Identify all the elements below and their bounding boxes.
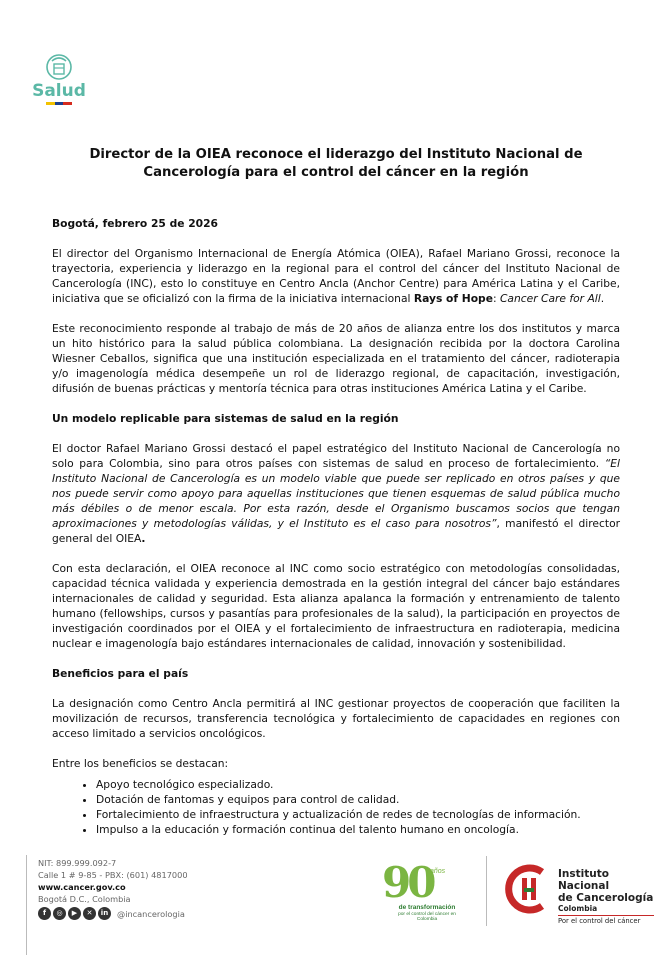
salud-logo bbox=[26, 52, 92, 124]
period: . bbox=[141, 532, 146, 545]
footer-separator bbox=[486, 856, 487, 926]
period: . bbox=[600, 292, 605, 305]
benefits-list bbox=[52, 777, 620, 837]
inc-emblem-icon bbox=[502, 862, 556, 916]
inc-line-1: Instituto Nacional bbox=[558, 868, 610, 892]
coat-of-arms-icon bbox=[44, 52, 74, 82]
paragraph-6: Entre los beneficios se destacan: bbox=[52, 757, 229, 770]
logo-text: Salud bbox=[32, 81, 86, 101]
section-heading-1: Un modelo replicable para sistemas de salud en la región bbox=[52, 412, 399, 425]
article-body bbox=[52, 216, 620, 837]
paragraph-1 bbox=[52, 246, 620, 306]
flag-bar bbox=[46, 102, 72, 105]
linkedin-icon[interactable]: in bbox=[98, 907, 111, 920]
x-icon[interactable]: ✕ bbox=[83, 907, 96, 920]
anniversary-years: años bbox=[430, 868, 446, 875]
section-heading-2: Beneficios para el país bbox=[52, 667, 189, 680]
dateline: Bogotá, febrero 25 de 2026 bbox=[52, 217, 218, 230]
facebook-icon[interactable]: f bbox=[38, 907, 51, 920]
list-item: • Apoyo tecnológico especializado. bbox=[96, 777, 620, 792]
anniversary-line-2: por el control del cáncer en Colombia bbox=[398, 912, 456, 922]
youtube-icon[interactable]: ▶ bbox=[68, 907, 81, 920]
paragraph-3 bbox=[52, 441, 620, 546]
footer-divider bbox=[26, 855, 27, 955]
paragraph-1-text: El director del Organismo Internacional de Energía Atómica (OIEA), Rafael Mariano Grossi, reconoce la trayectoria, experiencia y liderazgo en la regional para el control del cáncer del Instituto Nacional de Cancerología (INC), esto lo constituye en Centro Ancla (Anchor Centre) para América Latina y el Caribe, iniciativa que se oficializó con la firma de la iniciativa internacional bbox=[52, 247, 620, 305]
address: Calle 1 # 9-85 - PBX: (601) 4817000 bbox=[38, 870, 188, 880]
anniversary-line-1: de transformación bbox=[398, 904, 456, 911]
social-handle: @incancerologia bbox=[117, 908, 185, 919]
paragraph-4: Con esta declaración, el OIEA reconoce al INC como socio estratégico con metodologías consolidadas, capacidad técnica validada y experiencia demostrada en la gestión integral del cáncer bajo estándares internacionales de calidad y seguridad. Esta alianza apalanca la formación y entrenamiento de talento humano (fellowships, cursos y pasantías para profesionales de la salud), la participación en proyectos de investigación coordinados por el OIEA y el fortalecimiento de infraestructura en radioterapia, medicina nuclear e imagenología bajo estándares internacionales de calidad, innovación y sostenibilidad. bbox=[52, 562, 620, 650]
inc-line-3: Colombia bbox=[558, 904, 598, 913]
inc-line-2: de Cancerología bbox=[558, 892, 654, 904]
anniversary-number: 90 bbox=[382, 858, 433, 907]
cancer-care-for-all: Cancer Care for All bbox=[499, 292, 601, 305]
rays-of-hope: Rays of Hope bbox=[413, 292, 493, 305]
footer-contact bbox=[38, 857, 188, 920]
inc-text bbox=[558, 868, 658, 925]
anniversary-logo bbox=[378, 856, 458, 926]
colon: : bbox=[492, 292, 500, 305]
paragraph-2: Este reconocimiento responde al trabajo de más de 20 años de alianza entre los dos institutos y marca un hito histórico para la salud pública colombiana. La designación recibida por la doctora Carolina Wiesner Ceballos, significa que una institución especializada en el tratamiento del cáncer, radioterapia y/o imagenología médica desempeñe un rol de liderazgo regional, de capacitación, investigación, difusión de buenas prácticas y mentoría técnica para otras instituciones América Latina y el Caribe. bbox=[52, 322, 620, 395]
city: Bogotá D.C., Colombia bbox=[38, 894, 131, 904]
list-item: • Impulso a la educación y formación continua del talento humano en oncología. bbox=[96, 822, 620, 837]
page-title: Director de la OIEA reconoce el liderazgo del Instituto Nacional de Cancerología para el control del cáncer en la región bbox=[89, 147, 583, 180]
paragraph-5: La designación como Centro Ancla permitirá al INC gestionar proyectos de cooperación que faciliten la movilización de recursos, transferencia tecnológica y fortalecimiento de capacidades en regiones con acceso limitado a servicios oncológicos. bbox=[52, 697, 620, 740]
instagram-icon[interactable]: ◎ bbox=[53, 907, 66, 920]
nit: NIT: 899.999.092-7 bbox=[38, 858, 117, 868]
list-item: • Dotación de fantomas y equipos para control de calidad. bbox=[96, 792, 620, 807]
website-link[interactable]: www.cancer.gov.co bbox=[38, 882, 126, 892]
list-item: • Fortalecimiento de infraestructura y actualización de redes de tecnologías de información. bbox=[96, 807, 620, 822]
quote: “El Instituto Nacional de Cancerología es un modelo viable que puede ser replicado en otros países y que nos puede servir como apoyo para aquellas instituciones que tienen esquemas de salud pública mucho más débiles o de menor escala. Por esta razón, desde el Organismo buscamos socios que tengan aproximaciones y metodologías válidas, y el Instituto es el caso para nosotros” bbox=[52, 457, 620, 530]
paragraph-3-text: El doctor Rafael Mariano Grossi destacó el papel estratégico del Instituto Nacional de Cancerología no solo para Colombia, sino para otros países con sistemas de salud en proceso de fortalecimiento. bbox=[52, 442, 620, 470]
paragraph-3-end: , manifestó el director general del OIEA bbox=[52, 517, 620, 545]
inc-logo bbox=[502, 862, 658, 925]
social-links bbox=[38, 907, 188, 920]
inc-line-4: Por el control del cáncer bbox=[558, 915, 654, 925]
